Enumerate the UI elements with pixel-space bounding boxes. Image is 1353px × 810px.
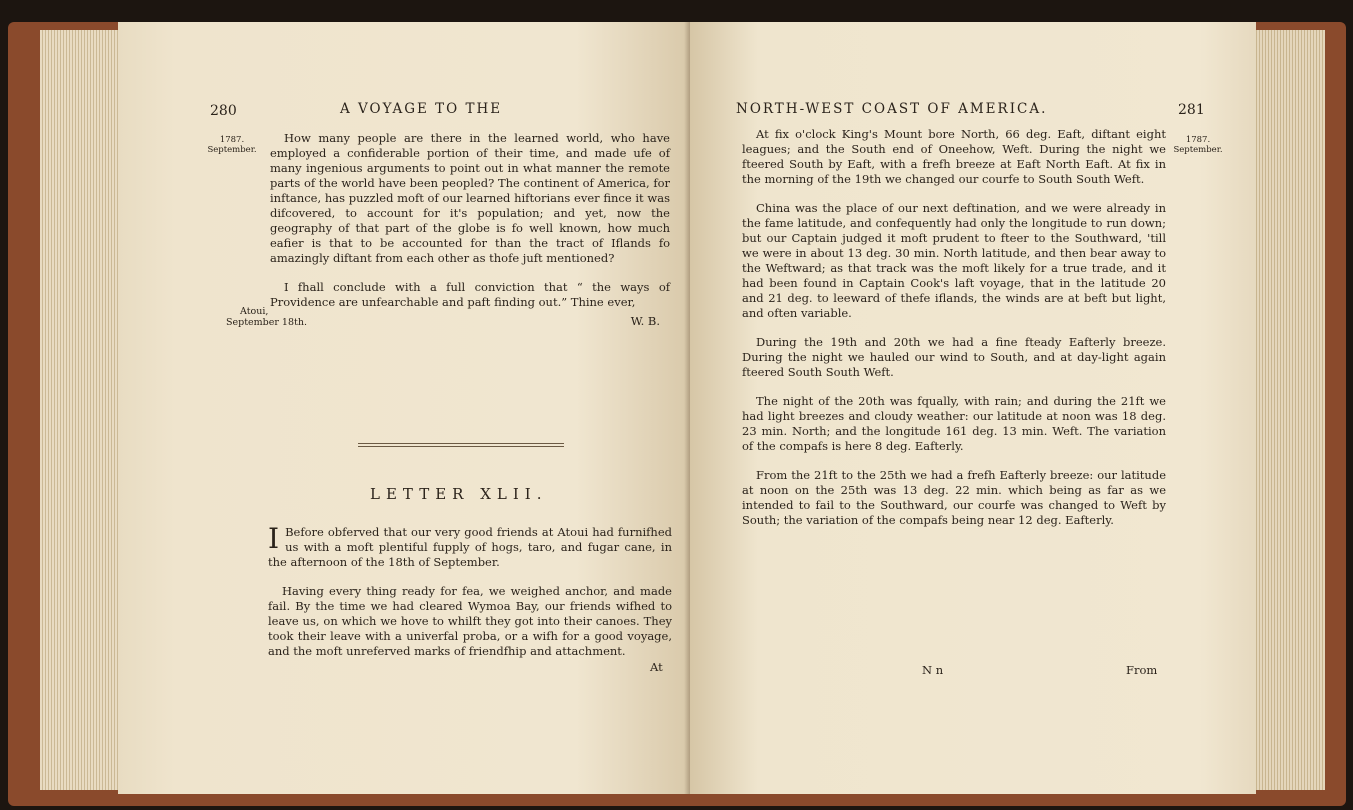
- letter-body-text: [268, 522, 672, 673]
- right-margin-date: [1172, 135, 1224, 155]
- letter-title: LETTER XLII.: [370, 485, 548, 503]
- letter-paragraph-1: [268, 522, 672, 570]
- letter-paragraph-1-text: Before obferved that our very good friends at Atoui had furnifhed us with a moft plentiful fupply of hogs, taro, and fugar cane, in the afternoon of the 18th of September.: [268, 525, 672, 569]
- letter-place: Atoui,: [240, 306, 269, 317]
- section-divider-2: [358, 446, 564, 447]
- page-edges-left: [40, 30, 130, 790]
- right-page-number: 281: [1178, 102, 1205, 118]
- right-catchword: From: [1126, 663, 1158, 677]
- left-catchword: At: [650, 660, 663, 674]
- left-paragraph-1: How many people are there in the learned world, who have employed a confiderable portion of their time, and made ufe of many ingenious arguments to point out in what manner the remote parts of the world have been peopled? The continent of America, for inftance, has puzzled moft of our learned hiftorians ever fince it was difcovered, to account for it's population; and yet, now the geography of that part of the globe is fo well known, how much eafier is that to be accounted for than the tract of Iflands fo amazingly diftant from each other as thofe juft mentioned?: [270, 131, 670, 265]
- right-paragraph-3: During the 19th and 20th we had a fine fteady Eafterly breeze. During the night we hauled our wind to South, and at day-light again fteered South South Weft.: [742, 335, 1166, 379]
- drop-cap: I: [268, 522, 280, 555]
- left-signature: W. B.: [630, 314, 660, 328]
- left-page-number: 280: [210, 103, 237, 119]
- right-margin-month: September.: [1173, 145, 1223, 155]
- letter-date: September 18th.: [226, 317, 307, 328]
- right-paragraph-1: At fix o'clock King's Mount bore North, 66 deg. Eaft, diftant eight leagues; and the South end of Oneehow, Weft. During the night we fteered South by Eaft, with a frefh breeze at Eaft North Eaft. At fix in the morning of the 19th we changed our courfe to South South Weft.: [742, 127, 1166, 186]
- left-margin-date: [206, 135, 258, 155]
- left-page: [118, 22, 690, 794]
- left-margin-year: 1787.: [219, 135, 245, 145]
- left-body-text: [270, 131, 670, 329]
- letter-paragraph-2: Having every thing ready for fea, we weighed anchor, and made fail. By the time we had cleared Wymoa Bay, our friends wifhed to leave us, on which we hove to whilft they got into their canoes. They took their leave with a univerfal proba, or a wifh for a good voyage, and the moft unreferved marks of friendfhip and attachment.: [268, 584, 672, 658]
- right-paragraph-5: From the 21ft to the 25th we had a frefh Eafterly breeze: our latitude at noon on the 25th was 13 deg. 22 min. which being as far as we intended to fail to the Southward, our courfe was changed to Weft by South; the variation of the compafs being near 12 deg. Eafterly.: [742, 468, 1166, 527]
- section-divider: [358, 443, 564, 444]
- right-page: [690, 22, 1256, 794]
- right-paragraph-4: The night of the 20th was fqually, with rain; and during the 21ft we had light breezes and cloudy weather: our latitude at noon was 18 deg. 23 min. North; and the longitude 161 deg. 13 min. Weft. The variation of the compafs is here 8 deg. Eafterly.: [742, 394, 1166, 453]
- page-edges-right: [1245, 30, 1325, 790]
- right-running-head: NORTH-WEST COAST OF AMERICA.: [736, 101, 1048, 117]
- right-body-text: [742, 127, 1166, 542]
- right-margin-year: 1787.: [1185, 135, 1211, 145]
- signature-mark: N n: [922, 663, 944, 677]
- left-running-head: A VOYAGE TO THE: [340, 101, 503, 117]
- left-margin-month: September.: [207, 145, 257, 155]
- letter-place-date: [226, 306, 307, 328]
- right-paragraph-2: China was the place of our next deftination, and we were already in the fame latitude, and confequently had only the longitude to run down; but our Captain judged it moft prudent to fteer to the Southward, 'till we were in about 13 deg. 30 min. North latitude, and then bear away to the Weftward; as that track was the moft likely for a true trade, and it had been found in Captain Cook's laft voyage, that in the latitude 20 and 21 deg. to leeward of thefe iflands, the winds are at beft but light, and often variable.: [742, 201, 1166, 320]
- left-paragraph-2: I fhall conclude with a full conviction that “ the ways of Providence are unfearchable and paft finding out.” Thine ever,: [270, 280, 670, 309]
